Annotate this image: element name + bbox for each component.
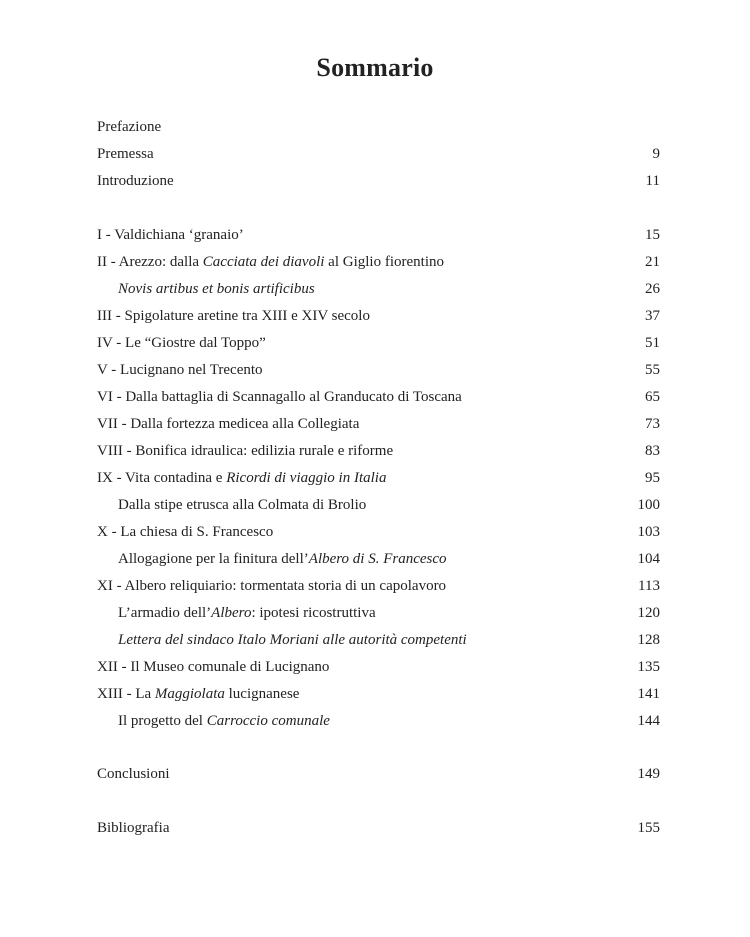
toc-entry-title bbox=[118, 494, 366, 516]
toc-entry-prefazione[interactable] bbox=[97, 116, 660, 138]
text: Dalla stipe etrusca alla Colmata di Brolio bbox=[118, 497, 367, 513]
toc-entry-title bbox=[97, 332, 266, 354]
text: III - Spigolature aretine tra XIII e XIV secolo bbox=[97, 308, 370, 324]
text: Bibliografia bbox=[97, 820, 170, 836]
toc-entry-cap-13[interactable] bbox=[97, 683, 660, 705]
toc-entry-cap-11-sub-2[interactable] bbox=[97, 629, 660, 651]
toc-entry-cap-13-sub[interactable] bbox=[97, 710, 660, 732]
toc-entry-title bbox=[97, 817, 169, 839]
toc-page-number: 21 bbox=[645, 254, 660, 270]
toc-entry-cap-2[interactable] bbox=[97, 251, 660, 273]
toc-entry-title bbox=[97, 413, 359, 435]
toc-page-number: 37 bbox=[645, 308, 660, 324]
text: II - Arezzo: dalla bbox=[97, 254, 203, 270]
toc-entry-premessa[interactable] bbox=[97, 143, 660, 165]
toc-page-number: 65 bbox=[645, 389, 660, 405]
text: X - La chiesa di S. Francesco bbox=[97, 524, 274, 540]
toc-page-number: 73 bbox=[645, 416, 660, 432]
toc-page-number: 15 bbox=[645, 227, 660, 243]
toc-page-number: 9 bbox=[652, 146, 660, 162]
italic-text: Novis artibus et bonis artificibus bbox=[118, 281, 315, 297]
toc-page-number: 83 bbox=[645, 443, 660, 459]
toc-page-number: 144 bbox=[637, 713, 660, 729]
toc-entry-title bbox=[118, 710, 330, 732]
toc-entry-title bbox=[97, 656, 329, 678]
text: V - Lucignano nel Trecento bbox=[97, 362, 263, 378]
toc-page-number: 135 bbox=[637, 659, 660, 675]
toc-entry-cap-7[interactable] bbox=[97, 413, 660, 435]
toc-entry-title bbox=[118, 278, 315, 300]
toc-entry-cap-12[interactable] bbox=[97, 656, 660, 678]
text: I - Valdichiana ‘granaio’ bbox=[97, 227, 244, 243]
italic-text: Ricordi di viaggio in Italia bbox=[226, 470, 387, 486]
toc-page-number: 95 bbox=[645, 470, 660, 486]
toc-entry-title bbox=[97, 440, 393, 462]
toc-page-number: 103 bbox=[637, 524, 660, 540]
text: VII - Dalla fortezza medicea alla Collegiata bbox=[97, 416, 360, 432]
text: lucignanese bbox=[224, 686, 300, 702]
text: al Giglio fiorentino bbox=[324, 254, 444, 270]
toc-page-number: 155 bbox=[637, 820, 660, 836]
text: : ipotesi ricostruttiva bbox=[251, 605, 376, 621]
toc-entry-title bbox=[118, 629, 467, 651]
toc-entry-cap-11[interactable] bbox=[97, 575, 660, 597]
toc-page-number: 149 bbox=[637, 766, 660, 782]
text: XIII - La bbox=[97, 686, 155, 702]
toc-page-number: 113 bbox=[638, 578, 660, 594]
italic-text: Maggiolata bbox=[154, 686, 225, 702]
toc-entry-title bbox=[97, 224, 244, 246]
page-title: Sommario bbox=[316, 53, 434, 82]
toc-entry-title bbox=[97, 305, 370, 327]
italic-text: Lettera del sindaco Italo Moriani alle autorità competenti bbox=[118, 632, 467, 648]
toc-page-number: 11 bbox=[645, 173, 660, 189]
italic-text: Albero di S. Francesco bbox=[308, 551, 447, 567]
toc-entry-title bbox=[97, 170, 174, 192]
toc-entry-title bbox=[118, 548, 447, 570]
italic-text: Albero bbox=[211, 605, 252, 621]
toc-entry-cap-2-sub[interactable] bbox=[97, 278, 660, 300]
text: Conclusioni bbox=[97, 766, 170, 782]
text: Prefazione bbox=[97, 119, 162, 135]
toc-entry-bibliografia[interactable] bbox=[97, 817, 660, 839]
toc-page-number: 141 bbox=[637, 686, 660, 702]
toc-entry-title bbox=[97, 251, 444, 273]
toc-entry-title bbox=[118, 602, 376, 624]
toc-entry-cap-1[interactable] bbox=[97, 224, 660, 246]
toc-page-number: 26 bbox=[645, 281, 660, 297]
toc-entry-cap-8[interactable] bbox=[97, 440, 660, 462]
text: VI - Dalla battaglia di Scannagallo al Granducato di Toscana bbox=[97, 389, 462, 405]
text: Il progetto del bbox=[118, 713, 207, 729]
italic-text: Carroccio comunale bbox=[206, 713, 330, 729]
text: L’armadio dell’ bbox=[118, 605, 212, 621]
toc-entry-introduzione[interactable] bbox=[97, 170, 660, 192]
italic-text: Cacciata dei diavoli bbox=[202, 254, 325, 270]
toc-entry-title bbox=[97, 116, 161, 138]
toc-entry-cap-4[interactable] bbox=[97, 332, 660, 354]
toc-entry-cap-11-sub-1[interactable] bbox=[97, 602, 660, 624]
text: Premessa bbox=[97, 146, 154, 162]
text: Allogagione per la finitura dell’ bbox=[118, 551, 309, 567]
toc-entry-title bbox=[97, 763, 170, 785]
text: IX - Vita contadina e bbox=[97, 470, 227, 486]
toc-entry-title bbox=[97, 683, 299, 705]
toc-entry-title bbox=[97, 467, 386, 489]
toc-entry-title bbox=[97, 386, 462, 408]
toc-entry-cap-9[interactable] bbox=[97, 467, 660, 489]
toc-entry-title bbox=[97, 359, 263, 381]
toc-page-number: 128 bbox=[637, 632, 660, 648]
toc-entry-cap-10-sub[interactable] bbox=[97, 548, 660, 570]
toc-page-number: 120 bbox=[637, 605, 660, 621]
toc-entry-title bbox=[97, 521, 273, 543]
toc-page-number: 104 bbox=[637, 551, 660, 567]
text: XII - Il Museo comunale di Lucignano bbox=[97, 659, 330, 675]
toc-entry-cap-5[interactable] bbox=[97, 359, 660, 381]
toc-page-number: 55 bbox=[645, 362, 660, 378]
text: XI - Albero reliquiario: tormentata storia di un capolavoro bbox=[97, 578, 447, 594]
toc-entry-title bbox=[97, 143, 154, 165]
text: IV - Le “Giostre dal Toppo” bbox=[97, 335, 266, 351]
toc-entry-cap-3[interactable] bbox=[97, 305, 660, 327]
toc-entry-cap-10[interactable] bbox=[97, 521, 660, 543]
text: Introduzione bbox=[97, 173, 174, 189]
toc-entry-conclusioni[interactable] bbox=[97, 763, 660, 785]
toc-entry-cap-9-sub[interactable] bbox=[97, 494, 660, 516]
toc-entry-cap-6[interactable] bbox=[97, 386, 660, 408]
text: VIII - Bonifica idraulica: edilizia rurale e riforme bbox=[97, 443, 394, 459]
toc-entry-title bbox=[97, 575, 446, 597]
toc-page-number: 51 bbox=[645, 335, 660, 351]
toc-page-number: 100 bbox=[637, 497, 660, 513]
